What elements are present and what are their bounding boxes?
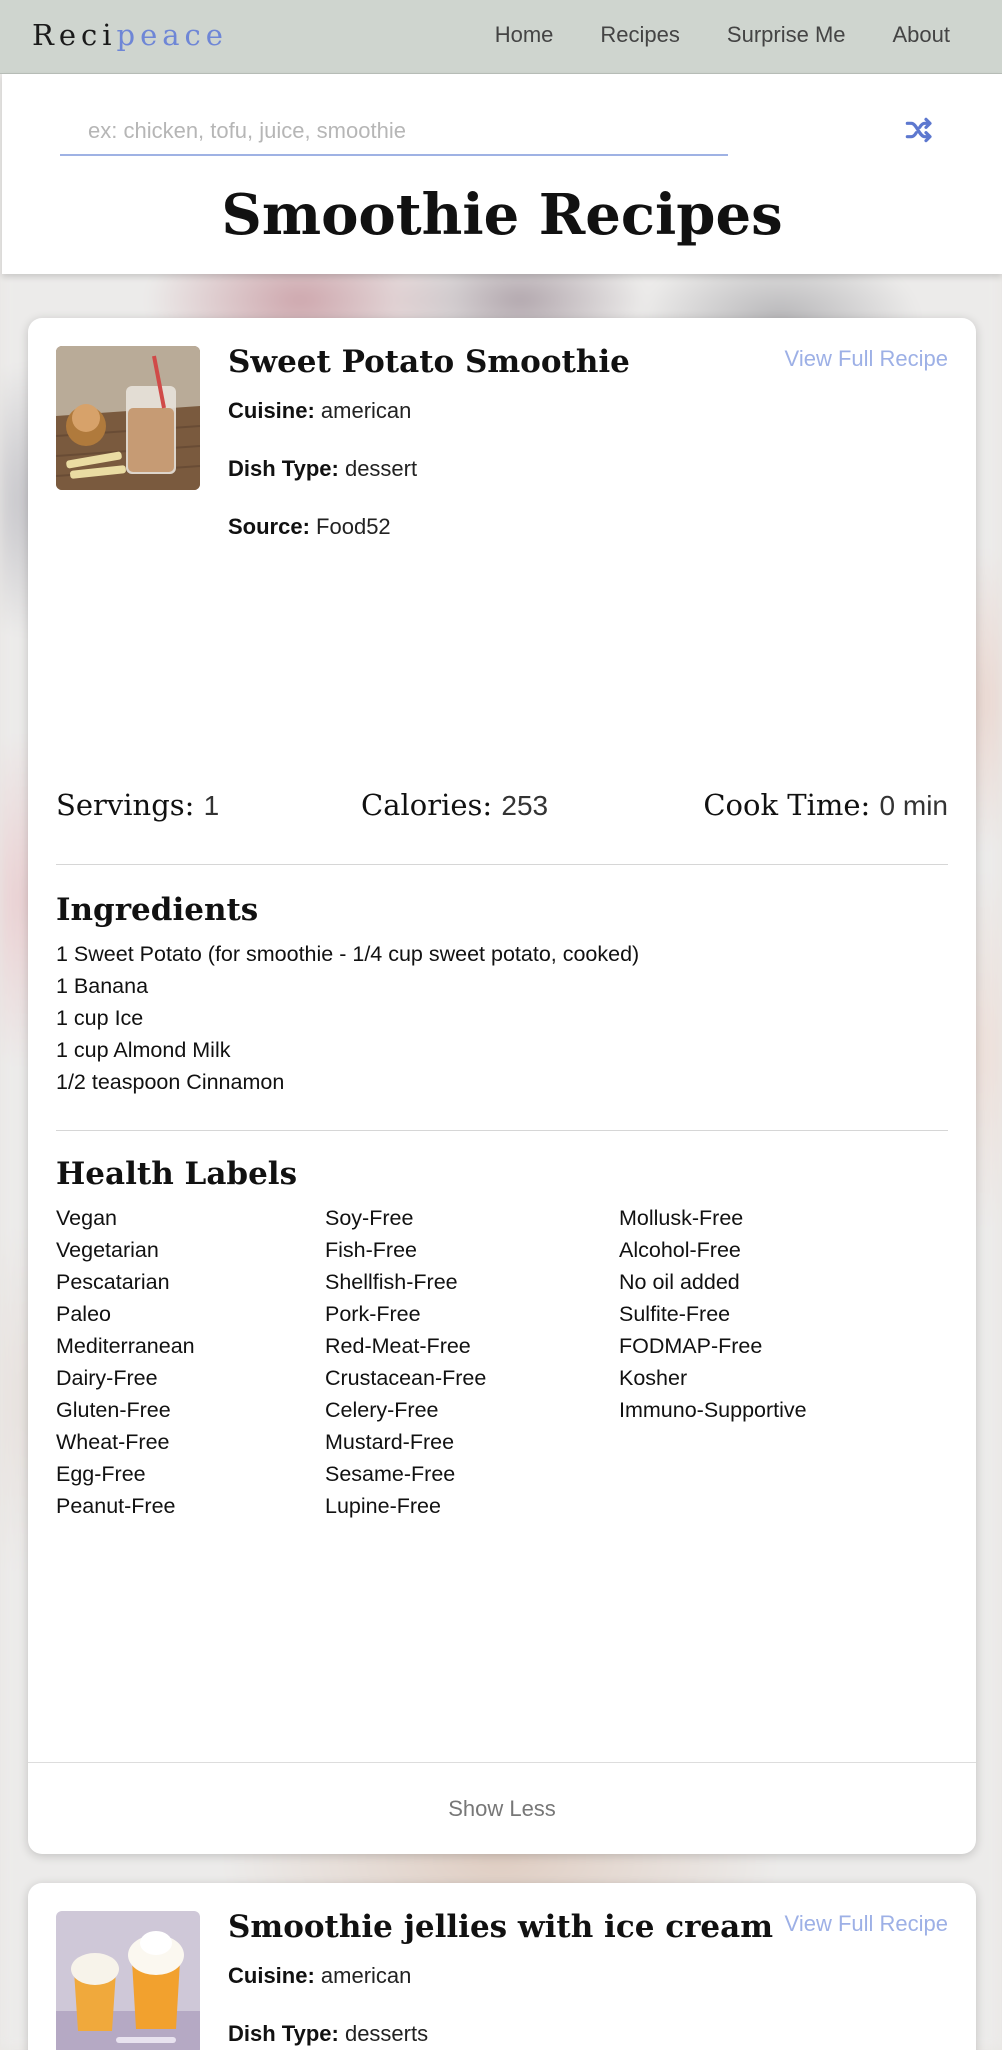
- health-label: Celery-Free: [325, 1398, 439, 1422]
- health-label: Fish-Free: [325, 1238, 417, 1262]
- health-label: Gluten-Free: [56, 1398, 171, 1422]
- health-label: Dairy-Free: [56, 1366, 158, 1390]
- view-full-recipe-link[interactable]: View Full Recipe: [784, 1911, 948, 1936]
- health-label: Sesame-Free: [325, 1462, 456, 1486]
- search-panel: [2, 74, 1002, 274]
- health-label: Soy-Free: [325, 1206, 414, 1230]
- health-label: Mustard-Free: [325, 1430, 455, 1454]
- cook-time-label: Cook Time:: [703, 788, 871, 822]
- logo-part-2: peace: [116, 18, 228, 52]
- ingredient-item: 1 cup Almond Milk: [56, 1038, 231, 1062]
- navbar: [0, 0, 1002, 74]
- cuisine-row: [228, 398, 411, 424]
- dish-type-value: desserts: [344, 2021, 429, 2046]
- servings-label: Servings:: [56, 788, 195, 822]
- ingredients-list: [56, 938, 639, 1098]
- dish-type-row: [228, 2021, 428, 2047]
- health-label: Peanut-Free: [56, 1494, 176, 1518]
- divider: [56, 1130, 948, 1131]
- dish-type-row: [228, 456, 417, 482]
- dish-type-label: Dish Type:: [228, 2021, 339, 2046]
- shuffle-icon[interactable]: [902, 114, 934, 146]
- health-labels-column-3: [619, 1202, 807, 1426]
- recipe-title[interactable]: Smoothie jellies with ice cream: [228, 1909, 774, 1945]
- source-row: [228, 514, 391, 540]
- health-label: Red-Meat-Free: [325, 1334, 471, 1358]
- recipe-stats: [56, 788, 948, 828]
- show-less-bar: [28, 1762, 976, 1854]
- dish-type-value: dessert: [344, 456, 418, 481]
- cuisine-value: american: [320, 1963, 412, 1988]
- health-label: FODMAP-Free: [619, 1334, 763, 1358]
- nav-about[interactable]: About: [892, 22, 950, 47]
- logo-part-1: Reci: [32, 18, 117, 52]
- health-label: Immuno-Supportive: [619, 1398, 807, 1422]
- health-label: Pescatarian: [56, 1270, 170, 1294]
- cuisine-label: Cuisine:: [228, 1963, 315, 1988]
- health-label: Lupine-Free: [325, 1494, 441, 1518]
- ingredient-item: 1/2 teaspoon Cinnamon: [56, 1070, 285, 1094]
- health-label: Kosher: [619, 1366, 688, 1390]
- search-input[interactable]: [60, 108, 728, 156]
- health-labels-column-2: [325, 1202, 486, 1522]
- recipe-thumbnail[interactable]: [56, 1911, 200, 2050]
- recipe-card: [28, 318, 976, 1854]
- recipe-card: [28, 1883, 976, 2050]
- source-label: Source:: [228, 514, 310, 539]
- health-label: No oil added: [619, 1270, 740, 1294]
- health-label: Crustacean-Free: [325, 1366, 487, 1390]
- health-label: Alcohol-Free: [619, 1238, 741, 1262]
- health-label: Mollusk-Free: [619, 1206, 744, 1230]
- ingredient-item: 1 Sweet Potato (for smoothie - 1/4 cup sweet potato, cooked): [56, 942, 640, 966]
- health-label: Shellfish-Free: [325, 1270, 458, 1294]
- ingredient-item: 1 cup Ice: [56, 1006, 144, 1030]
- servings-value: 1: [203, 790, 220, 821]
- cuisine-row: [228, 1963, 411, 1989]
- health-label: Mediterranean: [56, 1334, 195, 1358]
- health-label: Paleo: [56, 1302, 111, 1326]
- page-title: Smoothie Recipes: [221, 182, 783, 248]
- nav-links: [495, 22, 950, 48]
- calories-stat: [361, 788, 548, 822]
- nav-surprise-me[interactable]: Surprise Me: [726, 22, 846, 47]
- nav-home[interactable]: Home: [494, 22, 554, 47]
- health-label: Pork-Free: [325, 1302, 421, 1326]
- ingredients-title: Ingredients: [56, 892, 259, 928]
- health-label: Vegetarian: [56, 1238, 159, 1262]
- recipe-thumbnail[interactable]: [56, 346, 200, 490]
- health-label: Sulfite-Free: [619, 1302, 731, 1326]
- calories-value: 253: [501, 790, 549, 821]
- divider: [56, 864, 948, 865]
- cook-time-stat: [703, 788, 948, 822]
- ingredient-item: 1 Banana: [56, 974, 149, 998]
- recipe-title[interactable]: Sweet Potato Smoothie: [228, 344, 630, 380]
- calories-label: Calories:: [361, 788, 493, 822]
- logo[interactable]: [32, 18, 228, 52]
- health-labels-column-1: [56, 1202, 195, 1522]
- health-label: Egg-Free: [56, 1462, 146, 1486]
- nav-recipes[interactable]: Recipes: [600, 22, 680, 47]
- health-label: Wheat-Free: [56, 1430, 170, 1454]
- cuisine-label: Cuisine:: [228, 398, 315, 423]
- view-full-recipe-link[interactable]: View Full Recipe: [784, 346, 948, 371]
- dish-type-label: Dish Type:: [228, 456, 339, 481]
- show-less-button[interactable]: Show Less: [448, 1795, 556, 1821]
- health-label: Vegan: [56, 1206, 117, 1230]
- cook-time-value: 0 min: [879, 790, 948, 821]
- cuisine-value: american: [320, 398, 412, 423]
- health-labels-title: Health Labels: [56, 1156, 298, 1192]
- servings-stat: [56, 788, 219, 822]
- source-value: Food52: [316, 514, 391, 539]
